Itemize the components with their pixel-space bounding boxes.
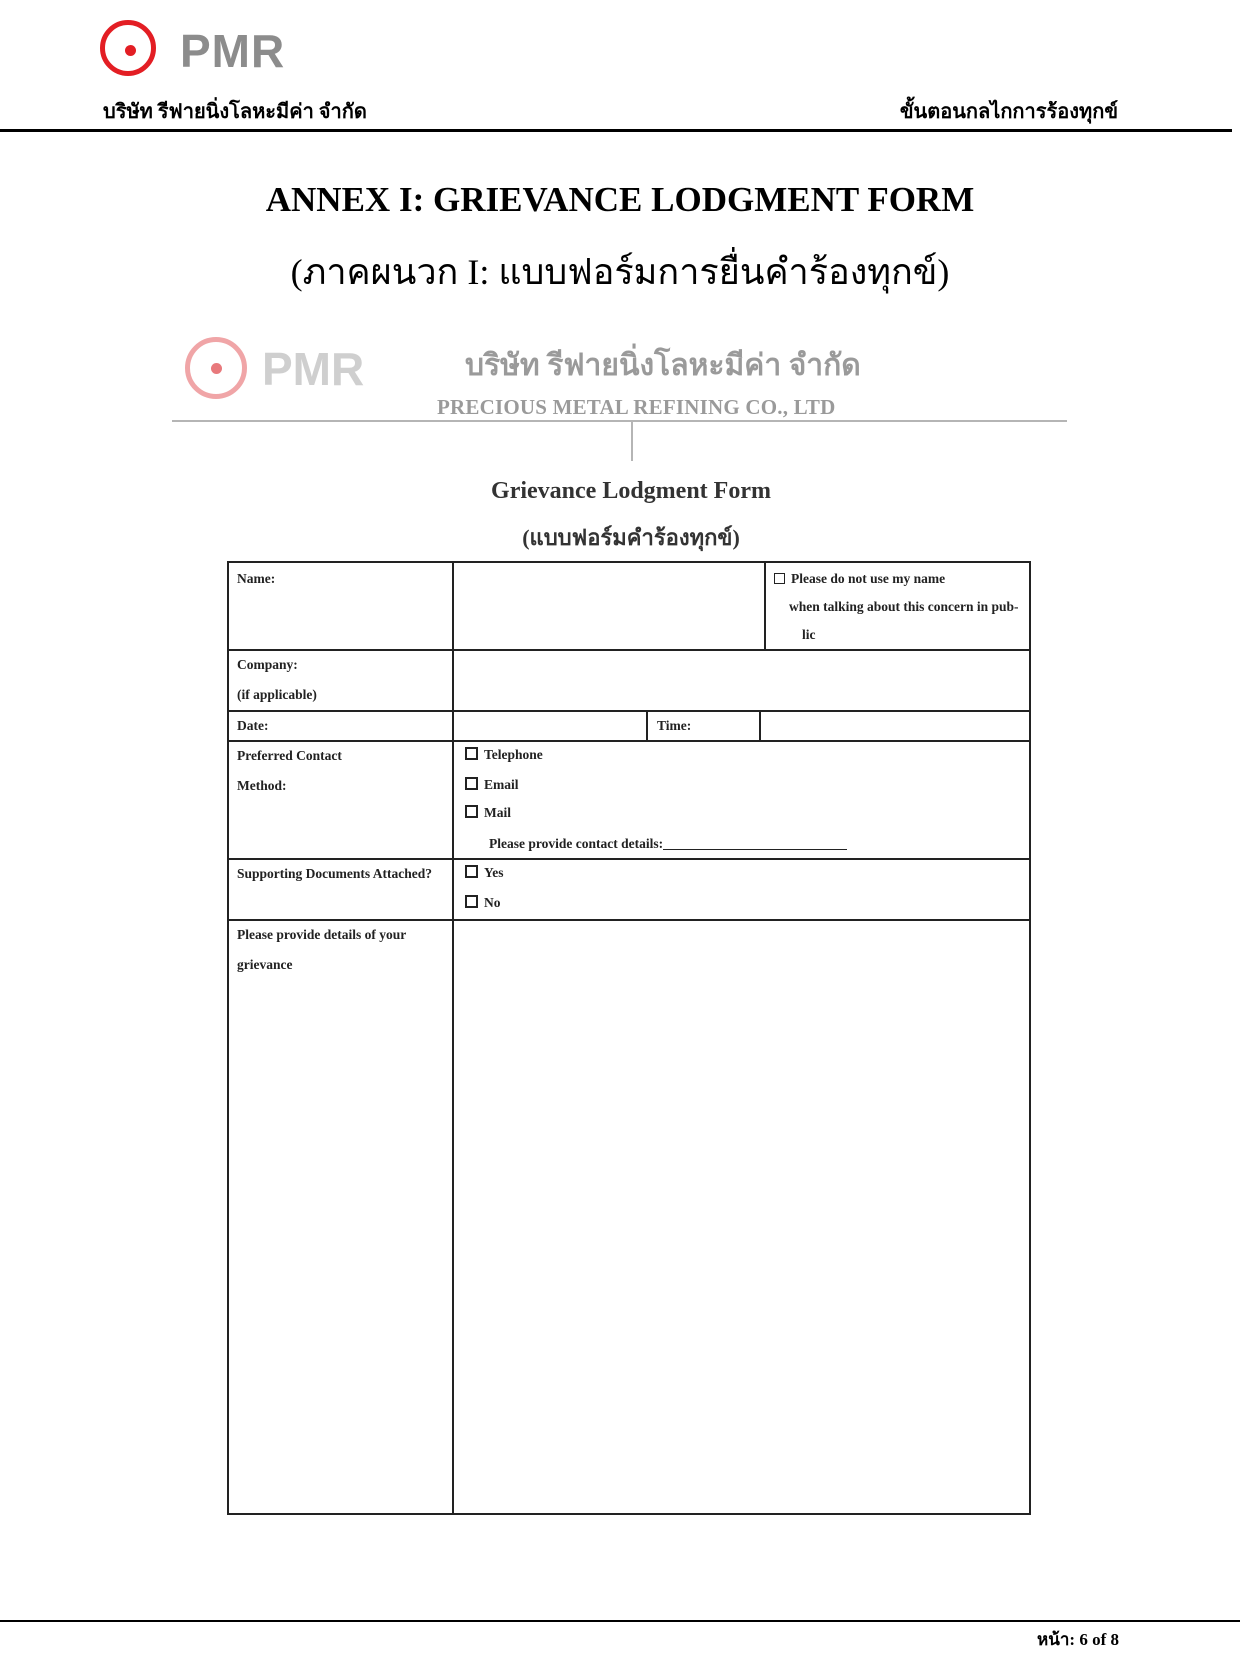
email-option [465,777,519,793]
form-title: Grievance Lodgment Form [491,478,771,504]
name-label: Name: [237,571,276,586]
yes-option [465,865,504,881]
form-logo-text: PMR [262,343,365,395]
checkbox-icon [465,865,478,878]
page-subtitle: (ภาคผนวก I: แบบฟอร์มการยื่นคำร้องทุกข์) [290,252,950,292]
grievance-form-table [227,561,1031,1515]
checkbox-icon [465,747,478,760]
grievance-details-label-2: grievance [237,957,293,972]
form-company-english: PRECIOUS METAL REFINING CO., LTD [437,395,836,419]
company-name-thai: บริษัท รีฟายนิ่งโลหะมีค่า จำกัด [103,101,367,123]
contact-method-label-2: Method: [237,778,287,793]
contact-details-label: Please provide contact details: [489,836,664,851]
anonymous-text-3: lic [802,627,816,642]
anonymous-text-1: Please do not use my name [791,571,946,586]
footer-divider [0,1620,1240,1622]
no-option [465,895,501,911]
mail-option [465,805,511,821]
checkbox-icon [465,895,478,908]
anonymous-checkbox [774,571,945,587]
form-title-thai: (แบบฟอร์มคำร้องทุกข์) [522,525,740,550]
document-title-thai: ขั้นตอนกลไกการร้องทุกข์ [899,101,1118,123]
logo-text: PMR [180,25,286,77]
mail-label: Mail [484,805,511,820]
contact-details-line [663,837,847,850]
yes-label: Yes [484,865,504,880]
time-label: Time: [657,718,692,733]
form-header-tick [631,421,633,461]
checkbox-icon [465,805,478,818]
pmr-logo-icon [100,20,156,76]
page-number: หน้า: 6 of 8 [1037,1630,1119,1649]
form-logo-icon [185,337,247,399]
contact-method-label-1: Preferred Contact [237,748,342,763]
header-divider [0,129,1232,132]
form-header-divider [172,420,1067,422]
supporting-docs-label: Supporting Documents Attached? [237,866,433,881]
checkbox-icon [465,777,478,790]
telephone-option [465,747,543,763]
contact-details-prompt [489,836,847,852]
page-title: ANNEX I: GRIEVANCE LODGMENT FORM [265,180,975,219]
grievance-details-label-1: Please provide details of your [237,927,407,942]
company-note: (if applicable) [237,687,317,702]
checkbox-icon [774,573,785,584]
company-label: Company: [237,657,298,672]
anonymous-text-2: when talking about this concern in pub- [789,599,1019,614]
no-label: No [484,895,501,910]
telephone-label: Telephone [484,747,543,762]
email-label: Email [484,777,519,792]
form-company-thai: บริษัท รีฟายนิ่งโลหะมีค่า จำกัด [465,349,861,382]
date-label: Date: [237,718,269,733]
